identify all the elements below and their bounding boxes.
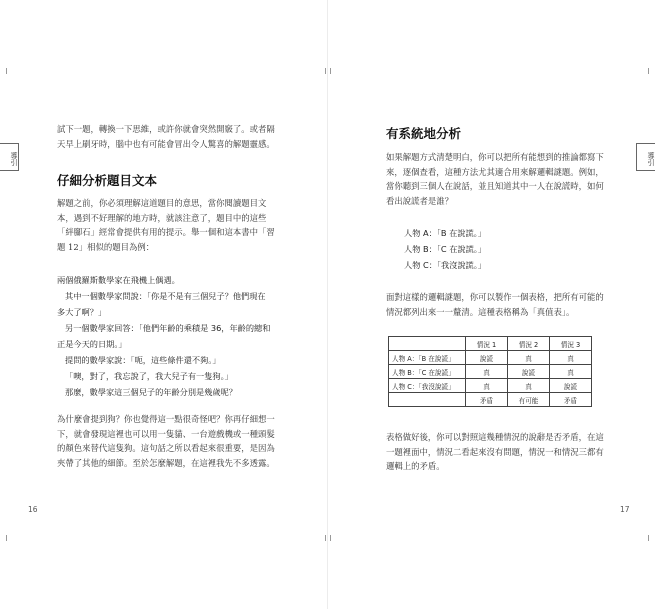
quote-line: 多大了啊？」 bbox=[57, 307, 107, 317]
quote-line: 「噢，對了，我忘說了，我大兒子有一隻狗。」 bbox=[65, 371, 233, 381]
quote-line: 那麼，數學家這三個兒子的年齡分別是幾歲呢？ bbox=[65, 387, 237, 397]
table-cell: 說謊 bbox=[550, 379, 592, 393]
quote-line: 提問的數學家說：「呃，這些條件還不夠。」 bbox=[65, 355, 221, 365]
table-cell: 真 bbox=[466, 365, 508, 379]
table-cell: 真 bbox=[550, 351, 592, 365]
section-heading: 仔細分析題目文本 bbox=[57, 173, 158, 188]
statement: 人物 B：「C 在說謊。」 bbox=[404, 244, 487, 254]
riddle-quote bbox=[57, 272, 275, 400]
left-page bbox=[0, 0, 327, 609]
right-page bbox=[328, 0, 655, 609]
table-row bbox=[389, 379, 592, 393]
table-cell: 真 bbox=[550, 365, 592, 379]
statement: 人物 A：「B 在說謊。」 bbox=[404, 228, 486, 238]
page-number: 17 bbox=[620, 505, 630, 514]
section-tab: 導引 bbox=[0, 143, 19, 171]
quote-line: 其中一個數學家問說：「你是不是有三個兒子？他們現在 bbox=[65, 291, 266, 301]
table-cell: 人物 C：「我沒說謊」 bbox=[389, 379, 466, 393]
section-heading: 有系統地分析 bbox=[386, 126, 462, 141]
table-header-cell: 情況 1 bbox=[466, 337, 508, 351]
table-cell: 有可能 bbox=[508, 393, 550, 407]
table-cell: 真 bbox=[508, 351, 550, 365]
table-cell: 人物 A：「B 在說謊」 bbox=[389, 351, 466, 365]
truth-table bbox=[388, 336, 592, 407]
table-row bbox=[389, 351, 592, 365]
body-paragraph-2: 面對這樣的邏輯謎題，你可以製作一個表格，把所有可能的情況都列出來一一釐清。這種表格稱為「真值表」。 bbox=[386, 292, 604, 317]
section-tab: 導引 bbox=[636, 143, 655, 171]
table-header-cell: 情況 3 bbox=[550, 337, 592, 351]
body-paragraph-1: 如果解題方式清楚明白，你可以把所有能想到的推論都寫下來，逐個查看，這種方法尤其適合用來解邏輯謎題。例如，當你聽到三個人在說話，並且知道其中一人在說謊時，如何看出說謊者是誰？ bbox=[386, 152, 604, 206]
body-paragraph-3: 表格做好後，你可以對照這幾種情況的說辭是否矛盾，在這一題裡面中，情況二看起來沒有問題，情況一和情況三都有邏輯上的矛盾。 bbox=[386, 432, 604, 471]
quote-line: 兩個俄羅斯數學家在飛機上偶遇。 bbox=[57, 275, 180, 285]
table-cell: 說謊 bbox=[508, 365, 550, 379]
body-paragraph-1: 解題之前，你必須理解這道題目的意思，當你閱讀題目文本，遇到不好理解的地方時，就該注意了，題目中的這些「絆腳石」經常會提供有用的提示。舉一個和這本書中「習題 12」相似的題目為例： bbox=[57, 198, 275, 252]
table-cell: 真 bbox=[508, 379, 550, 393]
table-row bbox=[389, 365, 592, 379]
table-header-row bbox=[389, 337, 592, 351]
body-paragraph-2: 為什麼會提到狗？你也覺得這一點很奇怪吧？你再仔細想一下，就會發現這裡也可以用一隻貓、一台遊戲機或一種頭髮的顏色來替代這隻狗。這句話之所以看起來很重要，是因為夾帶了其他的細節。至於怎麼解題，在這裡我先不多透露。 bbox=[57, 414, 275, 468]
table-cell: 人物 B：「C 在說謊」 bbox=[389, 365, 466, 379]
quote-line: 正是今天的日期。」 bbox=[57, 339, 127, 349]
table-cell: 矛盾 bbox=[550, 393, 592, 407]
intro-paragraph: 試下一題，轉換一下思維，或許你就會突然開竅了。或者隔天早上刷牙時，腦中也有可能會冒出令人驚喜的解題靈感。 bbox=[57, 124, 275, 149]
table-cell bbox=[389, 393, 466, 407]
table-header-cell bbox=[389, 337, 466, 351]
statements-list bbox=[404, 225, 486, 273]
table-header-cell: 情況 2 bbox=[508, 337, 550, 351]
page-number: 16 bbox=[28, 505, 38, 514]
table-row bbox=[389, 393, 592, 407]
statement: 人物 C：「我沒說謊。」 bbox=[404, 260, 486, 270]
table-cell: 真 bbox=[466, 379, 508, 393]
table-cell: 說謊 bbox=[466, 351, 508, 365]
quote-line: 另一個數學家回答：「他們年齡的乘積是 36，年齡的總和 bbox=[65, 323, 271, 333]
table-cell: 矛盾 bbox=[466, 393, 508, 407]
